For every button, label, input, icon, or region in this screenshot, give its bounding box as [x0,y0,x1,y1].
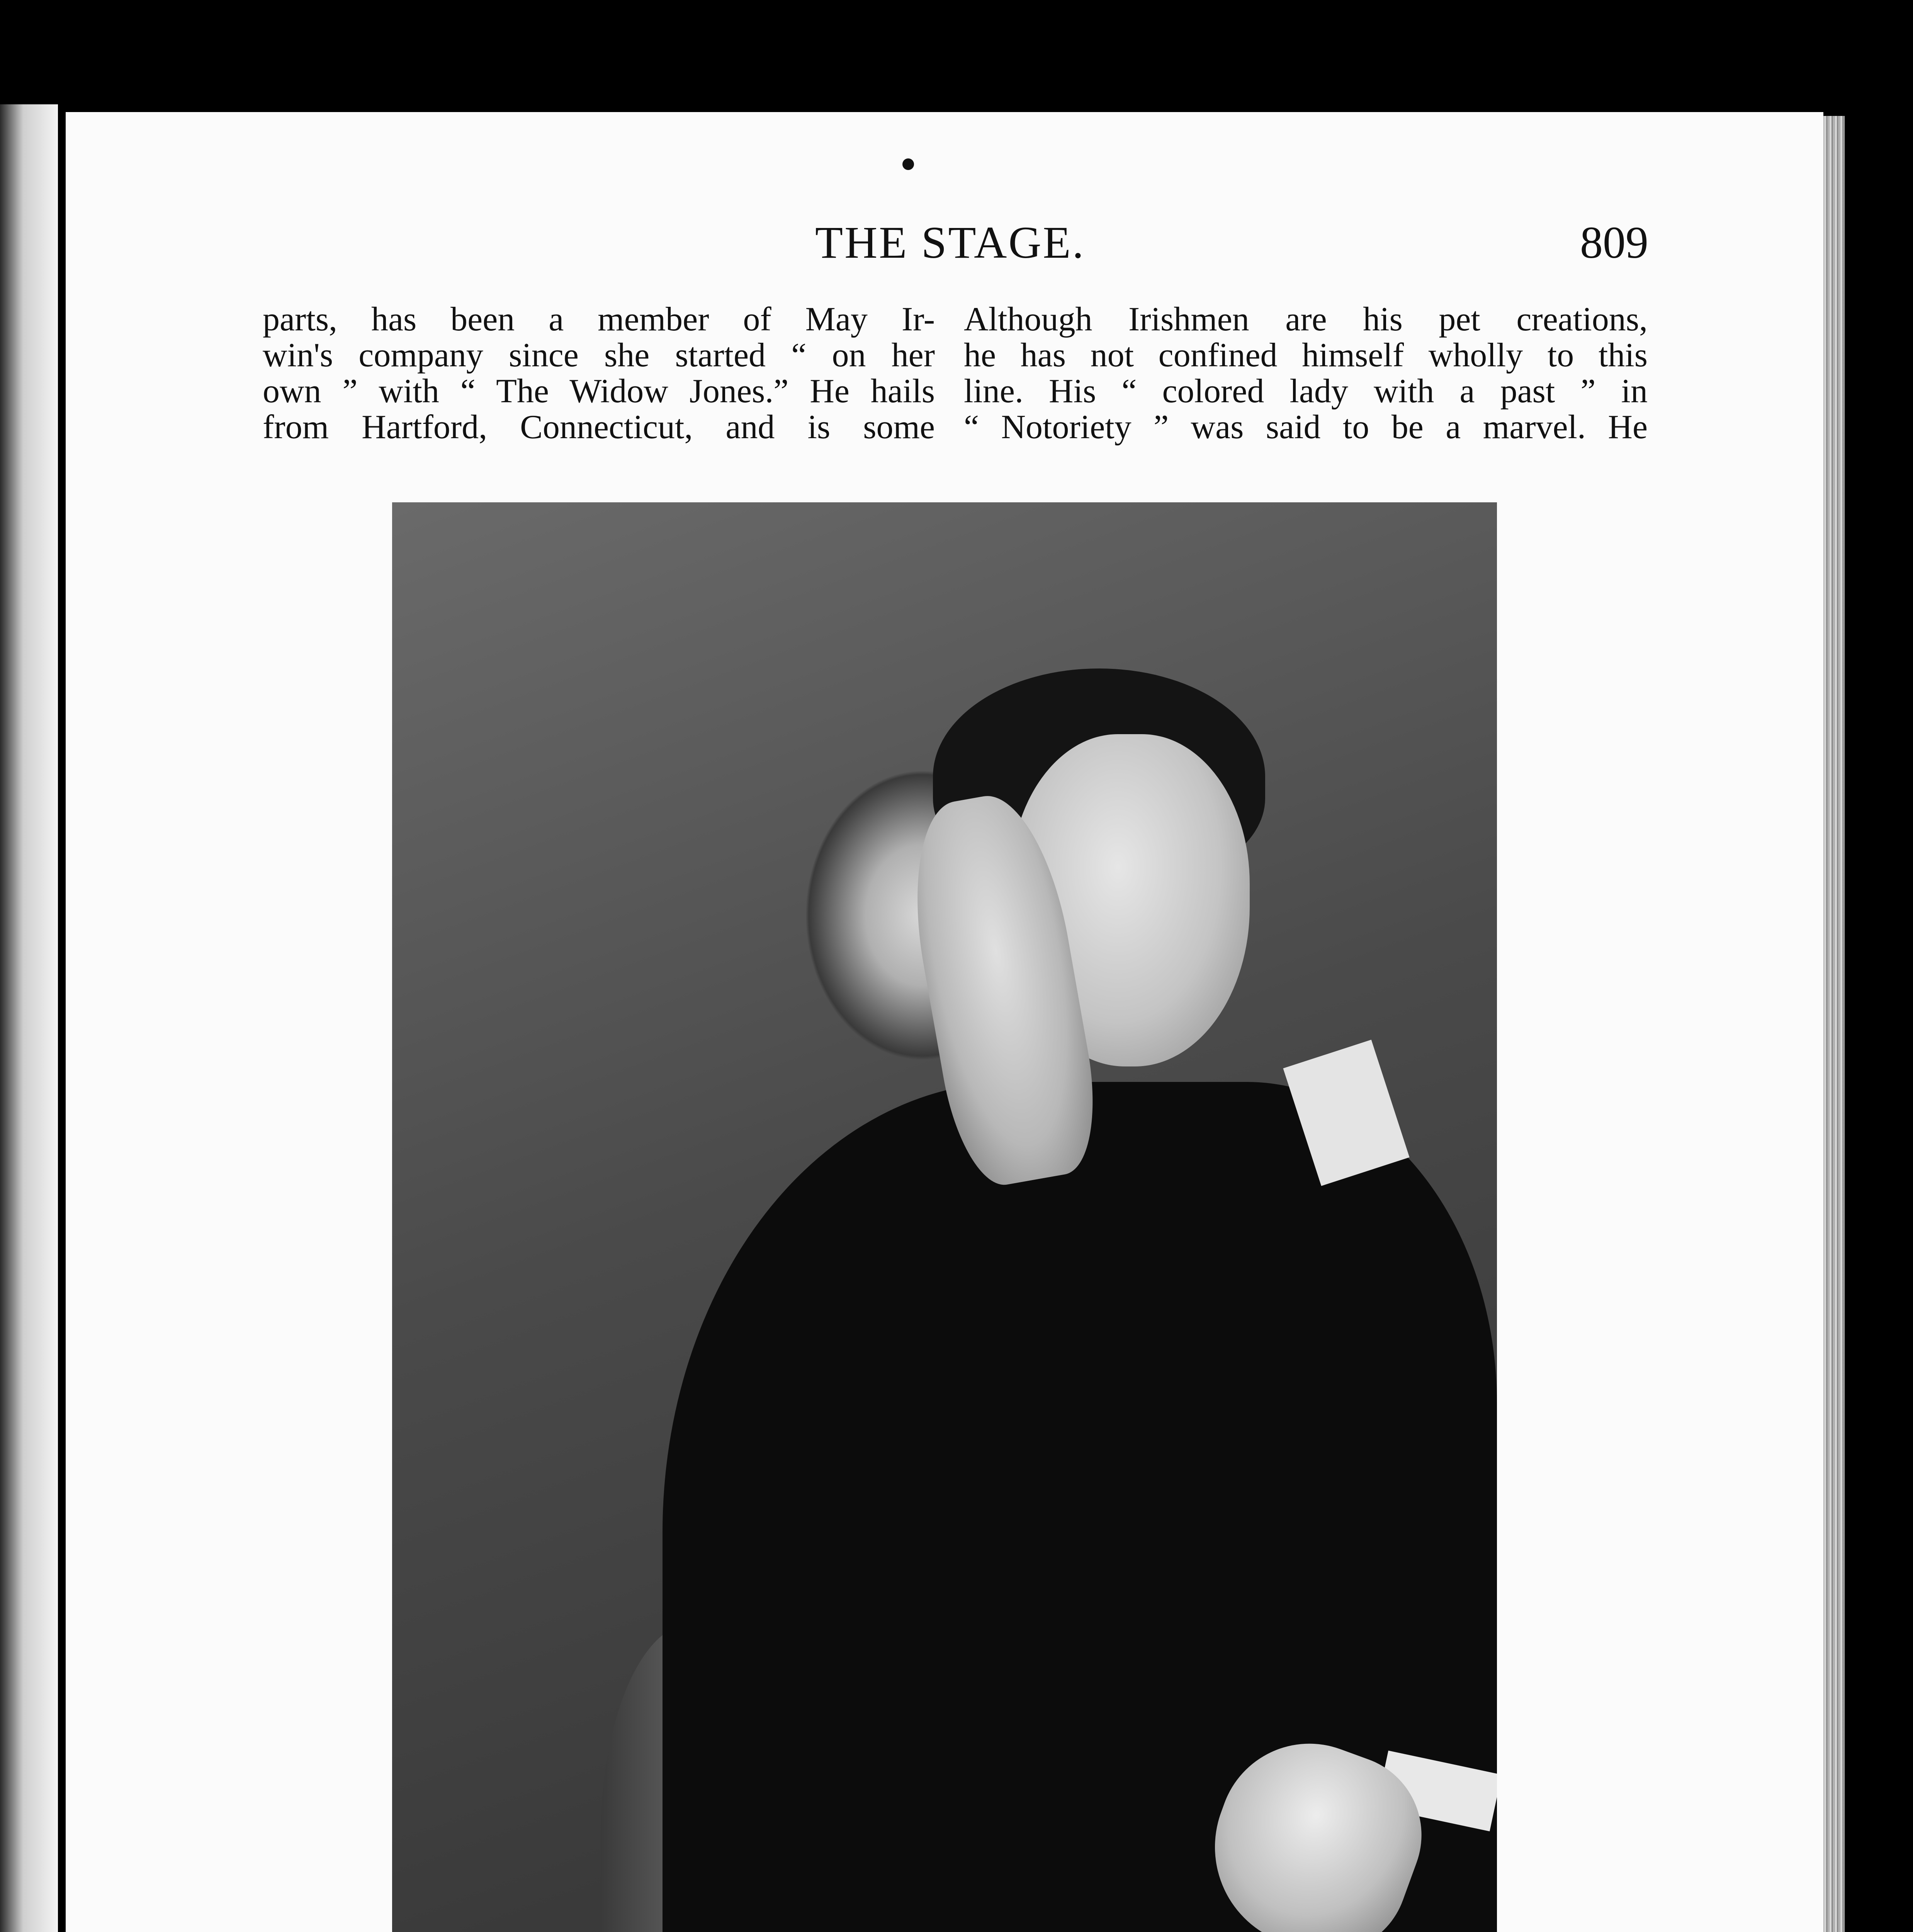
column-top-right [964,301,1648,445]
portrait-photograph [392,502,1497,1932]
text-line: own ” with “ The Widow Jones.” He hails [263,372,935,410]
text-line: from Hartford, Connecticut, and is some [263,408,935,446]
previous-page-edge [0,104,58,1932]
text-line: Although Irishmen are his pet creations, [964,301,1648,338]
text-line: “ Notoriety ” was said to be a marvel. He [964,408,1648,446]
text-line: win's company since she started “ on her [263,337,935,374]
column-top-left [263,301,935,445]
text-line: parts, has been a member of May Ir- [263,301,935,338]
running-head: THE STAGE. [815,217,1086,268]
text-line: he has not confined himself wholly to this [964,337,1648,374]
text-line: line. His “ colored lady with a past ” in [964,372,1648,410]
header-dot [902,158,914,170]
page-number: 809 [1580,217,1648,268]
